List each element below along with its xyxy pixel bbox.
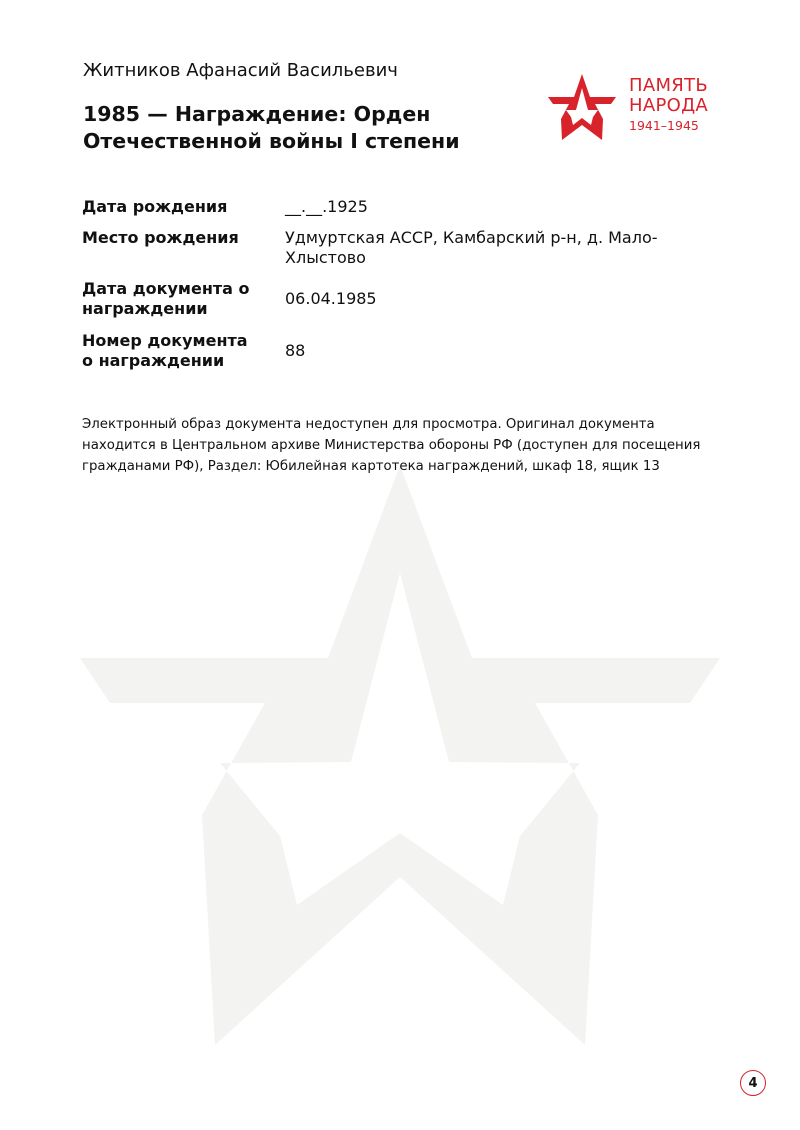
detail-value: __.__.1925 bbox=[285, 197, 368, 216]
logo-text-line1: ПАМЯТЬ bbox=[629, 75, 709, 96]
page-number-badge: 4 bbox=[740, 1070, 766, 1096]
detail-value: Удмуртская АССР, Камбарский р-н, д. Мало-Хлыстово bbox=[285, 228, 658, 267]
detail-label: Дата рождения bbox=[82, 197, 228, 216]
detail-label: Дата документа о награждении bbox=[82, 279, 250, 318]
pamyat-naroda-logo[interactable] bbox=[548, 74, 723, 144]
red-star-icon bbox=[548, 74, 616, 140]
archive-note: Электронный образ документа недоступен для просмотра. Оригинал документа находится в Центральном архиве Министерства обороны РФ (доступен для посещения гражданами РФ), Раздел: Юбилейная картотека награждений, шкаф 18, ящик 13 bbox=[82, 417, 701, 474]
person-name: Житников Афанасий Васильевич bbox=[83, 60, 398, 81]
detail-label: Место рождения bbox=[82, 228, 239, 247]
detail-label: Номер документа о награждении bbox=[82, 331, 248, 370]
logo-years: 1941–1945 bbox=[629, 118, 699, 133]
detail-value: 06.04.1985 bbox=[285, 289, 377, 308]
logo-text-line2: НАРОДА bbox=[629, 95, 709, 116]
star-watermark-icon bbox=[80, 465, 720, 1045]
document-title: 1985 — Награждение: Орден Отечественной войны I степени bbox=[83, 102, 460, 153]
detail-value: 88 bbox=[285, 341, 306, 360]
